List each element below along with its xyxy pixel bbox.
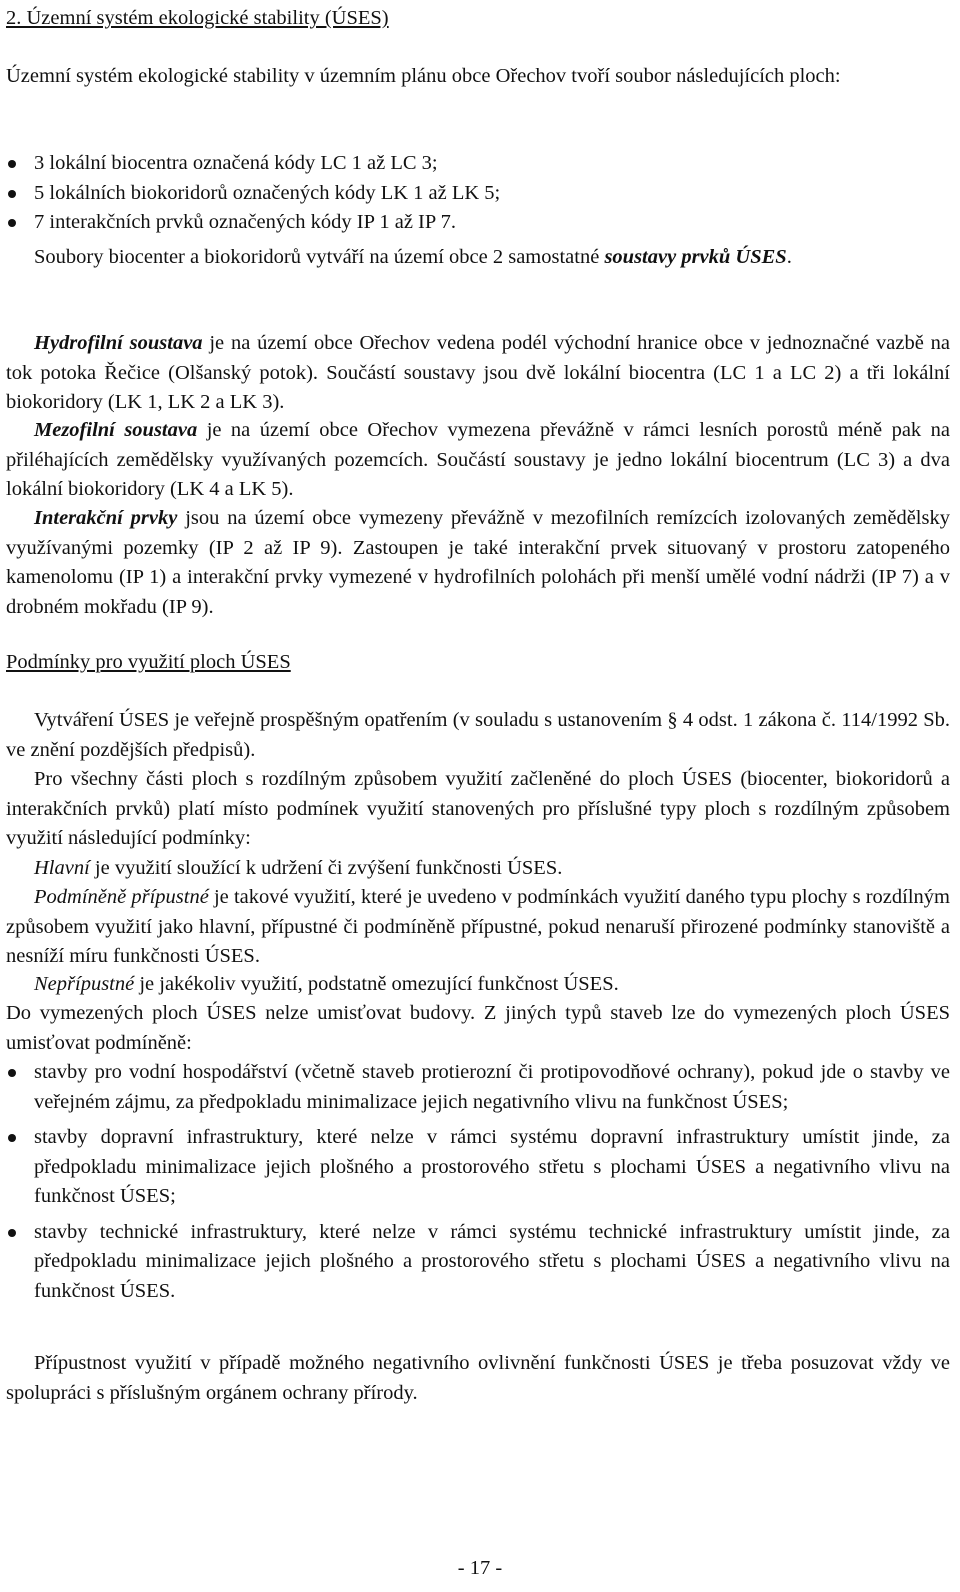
soubory-end: . [786,246,792,268]
list-item-text: stavby dopravní infrastruktury, které nelze v rámci systému dopravní infrastruktury umístit jinde, za předpokladu minimalizace jejich plošného a prostorového střetu s plochami ÚSES a negativního vlivu na funkčnost ÚSES; [34,1126,950,1207]
list-item-text: 7 interakčních prvků označených kódy IP 1 až IP 7. [34,211,457,233]
list-item [6,1058,950,1117]
vytvareni-paragraph: Vytváření ÚSES je veřejně prospěšným opatřením (v souladu s ustanovením § 4 odst. 1 zákona č. 114/1992 Sb. ve znění pozdějších předpisů). [6,709,950,761]
final-paragraph: Přípustnost využití v případě možného negativního ovlivnění funkčnosti ÚSES je třeba posuzovat vždy ve spolupráci s příslušným orgánem ochrany přírody. [6,1352,950,1404]
interakcni-paragraph [6,504,950,622]
plochy-list [6,149,950,238]
soubory-term: soustavy prvků ÚSES [604,246,787,268]
list-item [6,1123,950,1212]
section-heading: 2. Územní systém ekologické stability (ÚSES) [6,7,389,29]
list-item-text: 3 lokální biocentra označená kódy LC 1 až LC 3; [34,152,438,174]
hlavni-text: je využití sloužící k udržení či zvýšení funkčnosti ÚSES. [89,857,563,879]
budovy-paragraph: Do vymezených ploch ÚSES nelze umisťovat budovy. Z jiných typů staveb lze do vymezených ploch ÚSES umisťovat podmíněně: [6,1002,950,1054]
pro-vsechny-paragraph: Pro všechny části ploch s rozdílným způsobem využití začleněné do ploch ÚSES (biocenter, biokoridorů a interakčních prvků) platí místo podmínek využití stanovených pro příslušné typy ploch s rozdílným způsobem využití následující podmínky: [6,768,950,849]
hydrofilni-term: Hydrofilní soustava [34,332,203,354]
mezofilni-paragraph [6,416,950,505]
podminene-paragraph [6,883,950,972]
list-item-text: stavby pro vodní hospodářství (včetně staveb protierozní či protipovodňové ochrany), pokud jde o stavby ve veřejném zájmu, za předpokladu minimalizace jejich negativního vlivu na funkčnost ÚSES; [34,1061,950,1113]
soubory-paragraph [6,243,950,273]
hlavni-paragraph [6,854,950,884]
list-item-text: stavby technické infrastruktury, které nelze v rámci systému technické infrastruktury umístit jinde, za předpokladu minimalizace jejich plošného a prostorového střetu s plochami ÚSES a negativního vlivu na funkčnost ÚSES. [34,1220,950,1302]
neprip-paragraph [6,970,950,1000]
podminene-text: je takové využití, které je uvedeno v podmínkách využití daného typu plochy s rozdílným způsobem využití jako hlavní, přípustné či podmíněně přípustné, pokud nenaruší přirozené podmínky stanoviště a nesníží míru funkčnosti ÚSES. [6,886,950,967]
neprip-text: je jakékoliv využití, podstatně omezující funkčnost ÚSES. [134,973,619,995]
neprip-term: Nepřípustné [34,973,135,995]
page-number: - 17 - [457,1557,503,1579]
list-item [6,179,950,209]
list-item [6,1218,950,1307]
subheading: Podmínky pro využití ploch ÚSES [6,651,291,673]
hydrofilni-paragraph [6,329,950,418]
hlavni-term: Hlavní [34,857,90,879]
soubory-text: Soubory biocenter a biokoridorů vytváří na území obce 2 samostatné [34,246,605,268]
list-item [6,208,950,238]
podminene-term: Podmíněně přípustné [34,886,209,908]
mezofilni-term: Mezofilní soustava [34,419,198,441]
mezofilni-text: je na území obce Ořechov vymezena převážně v rámci lesních porostů méně pak na přiléhajících zemědělsky využívaných pozemcích. Součástí soustavy je jedno lokální biocentrum (LC 3) a dva lokální biokoridory (LK 4 a LK 5). [6,419,950,500]
list-item [6,149,950,179]
interakcni-term: Interakční prvky [34,507,178,529]
interakcni-text: jsou na území obce vymezeny převážně v mezofilních remízcích izolovaných zemědělsky využívanými pozemky (IP 2 až IP 9). Zastoupen je také interakční prvek situovaný v prostoru zatopeného kamenolomu (IP 1) a interakční prvky vymezené v hydrofilních polohách při menší umělé vodní nádrži (IP 7) a v drobném mokřadu (IP 9). [6,507,950,618]
hydrofilni-text: je na území obce Ořechov vedena podél východní hranice obce v jednoznačné vazbě na tok potoka Řečice (Olšanský potok). Součástí soustavy jsou dvě lokální biocentra (LC 1 a LC 2) a tři lokální biokoridory (LK 1, LK 2 a LK 3). [6,332,950,413]
list-item-text: 5 lokálních biokoridorů označených kódy LK 1 až LK 5; [34,181,501,204]
intro-paragraph: Územní systém ekologické stability v územním plánu obce Ořechov tvoří soubor následujících ploch: [6,65,841,87]
stavby-list [6,1058,950,1306]
